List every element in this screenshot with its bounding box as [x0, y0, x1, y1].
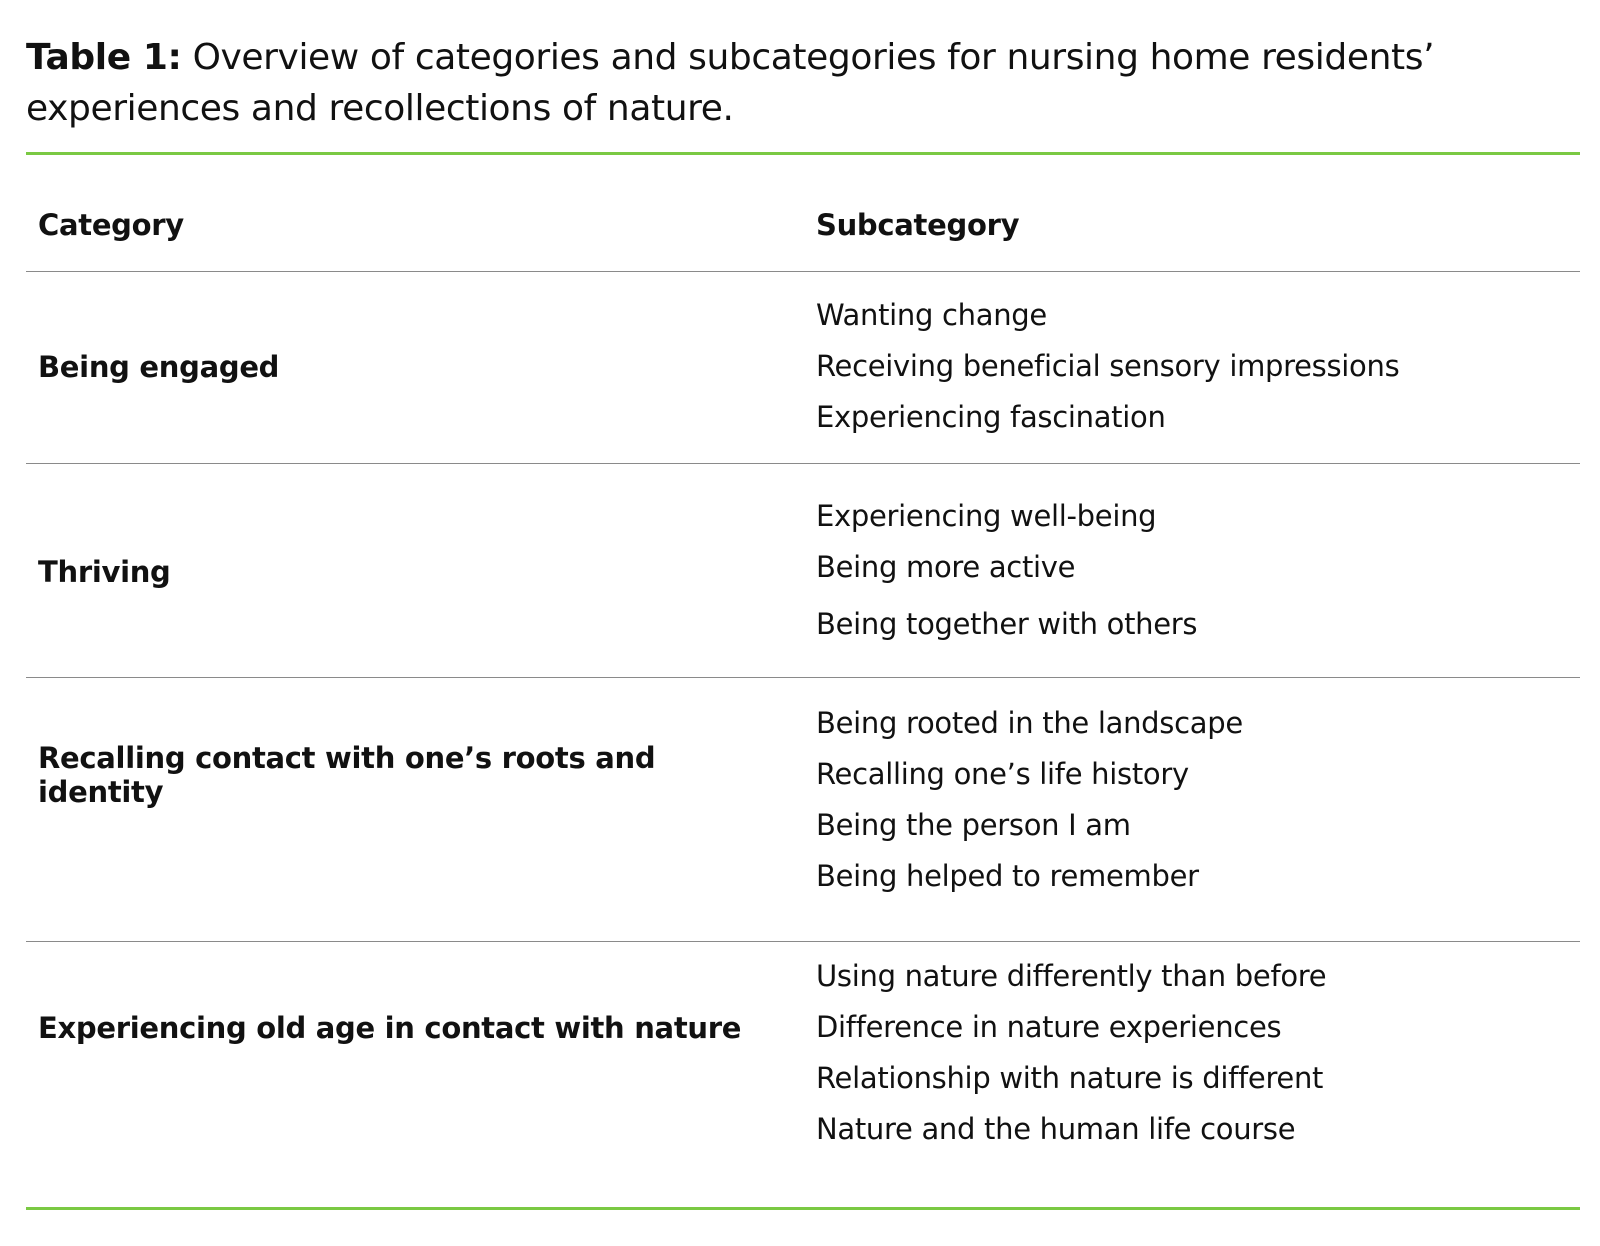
subcategory-item: Being together with others [816, 607, 1198, 641]
subcategory-item: Wanting change [816, 298, 1047, 332]
table-caption [26, 32, 1506, 134]
category-cell: Being engaged [38, 349, 280, 384]
row-rule [26, 463, 1580, 464]
subcategory-item: Relationship with nature is different [816, 1061, 1324, 1095]
subcategory-list [816, 698, 1576, 902]
subcategory-item: Using nature differently than before [816, 959, 1327, 993]
category-cell: Thriving [38, 555, 171, 589]
header-category: Category [38, 208, 184, 242]
bottom-rule [26, 1207, 1580, 1210]
category-cell: Experiencing old age in contact with nature [38, 1010, 742, 1045]
caption-label: Table 1: [26, 37, 182, 78]
row-rule [26, 941, 1580, 942]
top-rule [26, 152, 1580, 155]
subcategory-item: Experiencing fascination [816, 400, 1166, 434]
table-row [0, 290, 1600, 461]
subcategory-item: Difference in nature experiences [816, 1010, 1282, 1044]
subcategory-item: Being more active [816, 550, 1076, 584]
subcategory-item: Receiving beneficial sensory impressions [816, 349, 1400, 383]
subcategory-item: Being helped to remember [816, 859, 1199, 893]
subcategory-item: Experiencing well-being [816, 499, 1157, 533]
subcategory-list [816, 951, 1576, 1155]
subcategory-item: Being the person I am [816, 808, 1131, 842]
subcategory-list [816, 290, 1576, 443]
subcategory-item: Recalling one’s life history [816, 757, 1189, 791]
subcategory-list [816, 491, 1576, 650]
subcategory-item: Nature and the human life course [816, 1112, 1296, 1146]
category-cell: Recalling contact with one’s roots and identity [38, 740, 656, 809]
row-rule [26, 677, 1580, 678]
caption-text: Overview of categories and subcategories for nursing home residents’ experiences and recollections of nature. [26, 37, 1435, 129]
header-subcategory: Subcategory [816, 208, 1020, 242]
subcategory-item: Being rooted in the landscape [816, 706, 1243, 740]
header-rule [26, 271, 1580, 272]
